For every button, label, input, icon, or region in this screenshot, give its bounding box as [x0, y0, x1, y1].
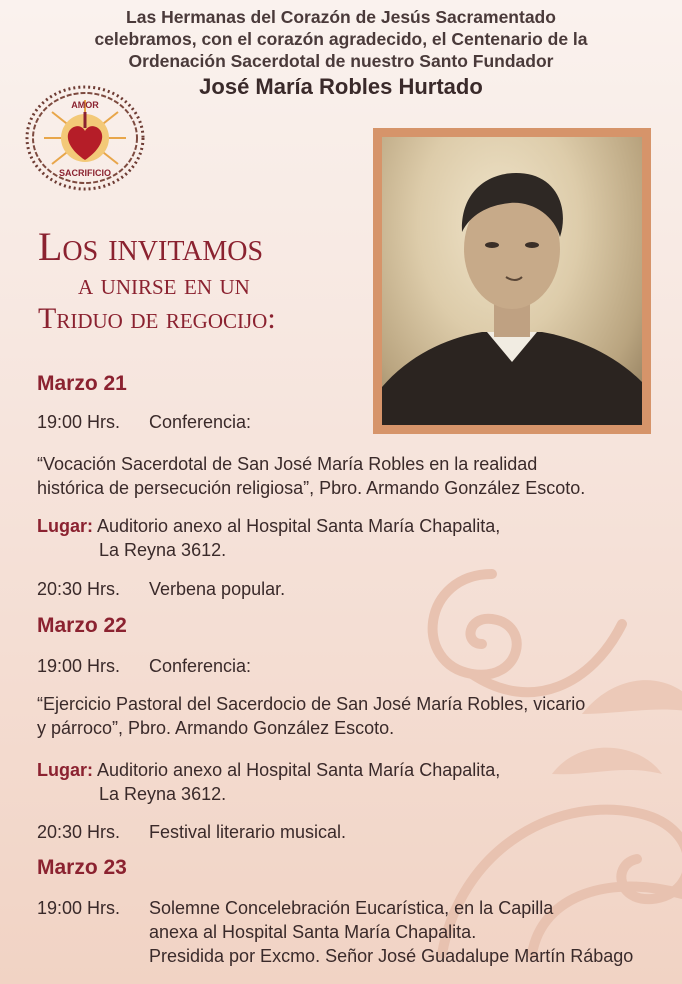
header-line-3: Ordenación Sacerdotal de nuestro Santo Fundador: [128, 51, 554, 71]
header-line-1: Las Hermanas del Corazón de Jesús Sacramentado: [126, 7, 556, 27]
portrait-figure: [382, 137, 642, 425]
day3-event: [149, 896, 633, 968]
day2-time-2: 20:30 Hrs.: [37, 822, 121, 842]
invite-line-1: Los invitamos: [38, 224, 264, 269]
day1-schedule-1: [37, 410, 251, 434]
day2-lugar-line-2: La Reyna 3612.: [99, 784, 227, 804]
day3-schedule-1: [37, 896, 633, 968]
day1-lugar-line-2: La Reyna 3612.: [99, 540, 227, 560]
day1-description: [37, 452, 637, 500]
day3-event-line-1: Solemne Concelebración Eucarística, en la Capilla: [149, 898, 554, 918]
day1-schedule-2: [37, 577, 285, 601]
header-line-2: celebramos, con el corazón agradecido, el Centenario de la: [94, 29, 588, 49]
day2-description: [37, 692, 637, 740]
day2-schedule-1: [37, 654, 251, 678]
day3-event-line-2: anexa al Hospital Santa María Chapalita.: [149, 922, 477, 942]
day2-schedule-2: [37, 820, 346, 844]
day2-desc-line-1: “Ejercicio Pastoral del Sacerdocio de San José María Robles, vicario: [37, 694, 586, 714]
day-title-1: Marzo 21: [37, 372, 127, 395]
day1-location: [37, 514, 637, 562]
day2-lugar-label: Lugar:: [37, 760, 93, 780]
invite-line-3: Triduo de regocijo:: [38, 302, 276, 335]
day1-desc-line-2: histórica de persecución religiosa”, Pbro. Armando González Escoto.: [37, 478, 586, 498]
invite-line-2: a unirse en un: [78, 268, 250, 301]
day1-lugar-line-1: Auditorio anexo al Hospital Santa María Chapalita,: [97, 516, 501, 536]
invitation-heading: [38, 226, 276, 336]
day3-time-1: 19:00 Hrs.: [37, 898, 121, 918]
day3-event-line-3: Presidida por Excmo. Señor José Guadalupe Martín Rábago: [149, 946, 634, 966]
day2-event-1: Conferencia:: [149, 656, 252, 676]
portrait-frame: [373, 128, 651, 434]
day1-event-2: Verbena popular.: [149, 579, 286, 599]
day2-desc-line-2: y párroco”, Pbro. Armando González Escoto.: [37, 718, 395, 738]
day1-time-1: 19:00 Hrs.: [37, 412, 121, 432]
day1-lugar-label: Lugar:: [37, 516, 93, 536]
day2-location: [37, 758, 637, 806]
sacred-heart-emblem: [22, 82, 148, 194]
portrait-photo: [382, 137, 642, 425]
day2-event-2: Festival literario musical.: [149, 822, 347, 842]
day1-desc-line-1: “Vocación Sacerdotal de San José María Robles en la realidad: [37, 454, 538, 474]
day2-lugar-line-1: Auditorio anexo al Hospital Santa María Chapalita,: [97, 760, 501, 780]
day-title-3: Marzo 23: [37, 856, 127, 879]
founder-name: José María Robles Hurtado: [199, 74, 483, 99]
day2-time-1: 19:00 Hrs.: [37, 656, 121, 676]
day1-event-1: Conferencia:: [149, 412, 252, 432]
emblem-bottom-text: SACRIFICIO: [58, 168, 112, 178]
day1-time-2: 20:30 Hrs.: [37, 579, 121, 599]
emblem-top-text: AMOR: [71, 100, 99, 110]
day-title-2: Marzo 22: [37, 614, 127, 637]
